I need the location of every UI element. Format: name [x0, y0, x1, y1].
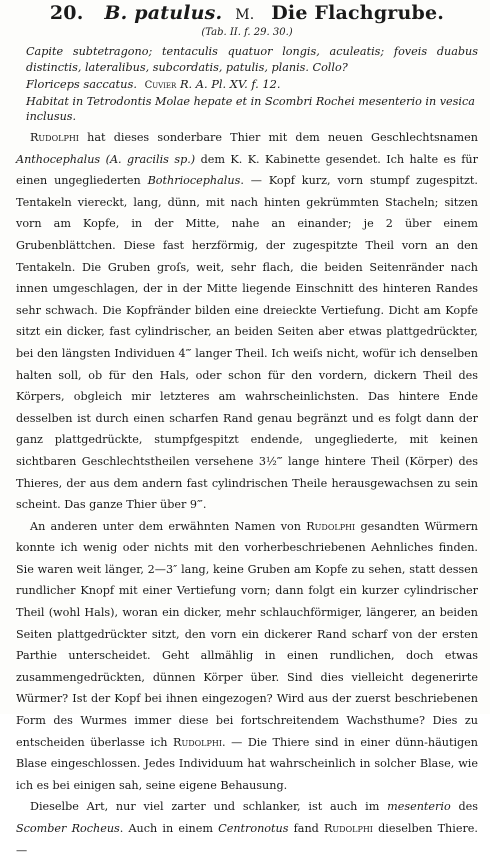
latin-italic: Centronotus: [218, 822, 289, 835]
synonym-line: [26, 76, 478, 94]
plate-reference: (Tab. II. f. 29. 30.): [201, 27, 293, 38]
common-name: Die Flachgrube.: [271, 2, 445, 24]
text-run: An anderen unter dem erwähnten Namen von: [30, 519, 307, 533]
text-run: dieselben Thiere. —: [16, 822, 478, 857]
text-run: des: [450, 800, 478, 814]
text-run: . — Die Thiere sind in einer dünn-häutigen Blase eingeschlossen. Jedes Individuum hat wahrscheinlich in solcher Blase, wie ich es bei einigen sah, seine eigene Behausung.: [16, 735, 479, 792]
description-paragraph-3: [16, 796, 478, 861]
habitat-note: Habitat in Tetrodontis Molae hepate et in Scombri Rochei mesenterio in vesica inclusus.: [26, 95, 475, 123]
latin-italic: mesenterio: [387, 800, 451, 814]
text-run: . — Kopf kurz, vorn stumpf zugespitzt. Tentakeln viereckt, lang, dünn, mit nach hinten gekrümmten Stacheln; sitzen vorn am Kopfe, in der Mitte, nahe an einander; je 2 über einem Grubenblättchen. Diese fast herzförmig, der zugespitzte Theil vorn an den Tentakeln. Die Gruben groſs, weit, sehr flach, die beiden Seitenränder nach innen umgeschlagen, der in der Mitte liegende Einschnitt des hinteren Randes sehr schwach. Die Kopfränder bilden eine dreieckte Vertiefung. Dicht am Kopfe sitzt ein dicker, fast cylindrischer, an beiden Seiten aber etwas plattgedrückter, bei den längsten Individuen 4‴ langer Theil. Ich weiſs nicht, wofür ich denselben halten soll, ob für den Hals, oder schon für den vordern, dickern Theil des Körpers, obgleich mir letzteres am wahrscheinlichsten. Das hintere Ende desselben ist durch einen scharfen Rand genau begränzt und es folgt dann der ganz plattgedrückte, stumpfgespitzt endende, ungegliederte, mit keinen sichtbaren Geschlechtstheilen versehene 3½‴ lange hintere Theil (Körper) des Thieres, der aus dem andern fast cylindrischen Theile herausgewachsen zu sein scheint. Das ganze Thier über 9‴.: [16, 174, 478, 512]
species-number: 20.: [49, 2, 84, 24]
author-name: Rudolphi: [324, 822, 373, 835]
species-name: B. patulus.: [104, 2, 223, 24]
text-run: Dieselbe Art, nur viel zarter und schlanker, ist auch im: [30, 800, 388, 814]
species-heading: [16, 2, 478, 26]
description-paragraph-1: [16, 127, 478, 516]
text-run: . Auch in einem: [119, 822, 219, 835]
genus-italic: Bothriocephalus: [147, 174, 241, 188]
latin-italic: Scomber Rocheus: [16, 822, 120, 835]
author-name: Rudolphi: [173, 735, 223, 749]
species-author: M.: [235, 7, 255, 23]
synonym-reference: R. A. Pl. XV. f. 12.: [179, 77, 281, 91]
genus-italic: Anthocephalus (A. gracilis sp.): [16, 152, 196, 166]
author-name: Rudolphi: [306, 519, 356, 533]
synonym-author: Cuvier: [144, 80, 177, 91]
text-run: gesandten Würmern konnte ich wenig oder nichts mit den vorherbeschriebenen Aehnliches finden. Sie waren weit länger, 2—3″ lang, keine Gruben am Kopfe zu sehen, statt dessen rundlicher Knopf mit einer Vertiefung vorn; dann folgt ein kurzer cylindrischer Theil (wohl Hals), woran ein dicker, mehr schlauchförmiger, längerer, an beiden Seiten plattgedrückter sitzt, den vorn ein dickerer Rand scharf von der ersten Parthie unterscheidet. Geht allmählig in einen rundlichen, doch etwas zusammengedrückten, dünnen Körper über. Sind dies vielleicht degenerirte Würmer? Ist der Kopf bei ihnen eingezogen? Wird aus der zuerst beschriebenen Form des Wurmes immer diese bei fortschreitendem Wachsthume? Dies zu entscheiden überlasse ich: [16, 519, 478, 749]
text-run: dem K. K. Kabinette gesendet. Ich halte es für einen ungegliederten: [16, 152, 478, 188]
latin-diagnosis: Capite subtetragono; tentaculis quatuor longis, aculeatis; foveis duabus distinctis, lateralibus, subcordatis, patulis, planis. Collo?: [26, 45, 478, 74]
text-run: fand: [288, 822, 324, 835]
text-run: hat dieses sonderbare Thier mit dem neuen Geschlechtsnamen: [78, 131, 478, 144]
description-paragraph-2: [16, 516, 478, 797]
synonym-name: Floriceps saccatus.: [26, 77, 137, 91]
author-name: Rudolphi: [30, 131, 79, 144]
